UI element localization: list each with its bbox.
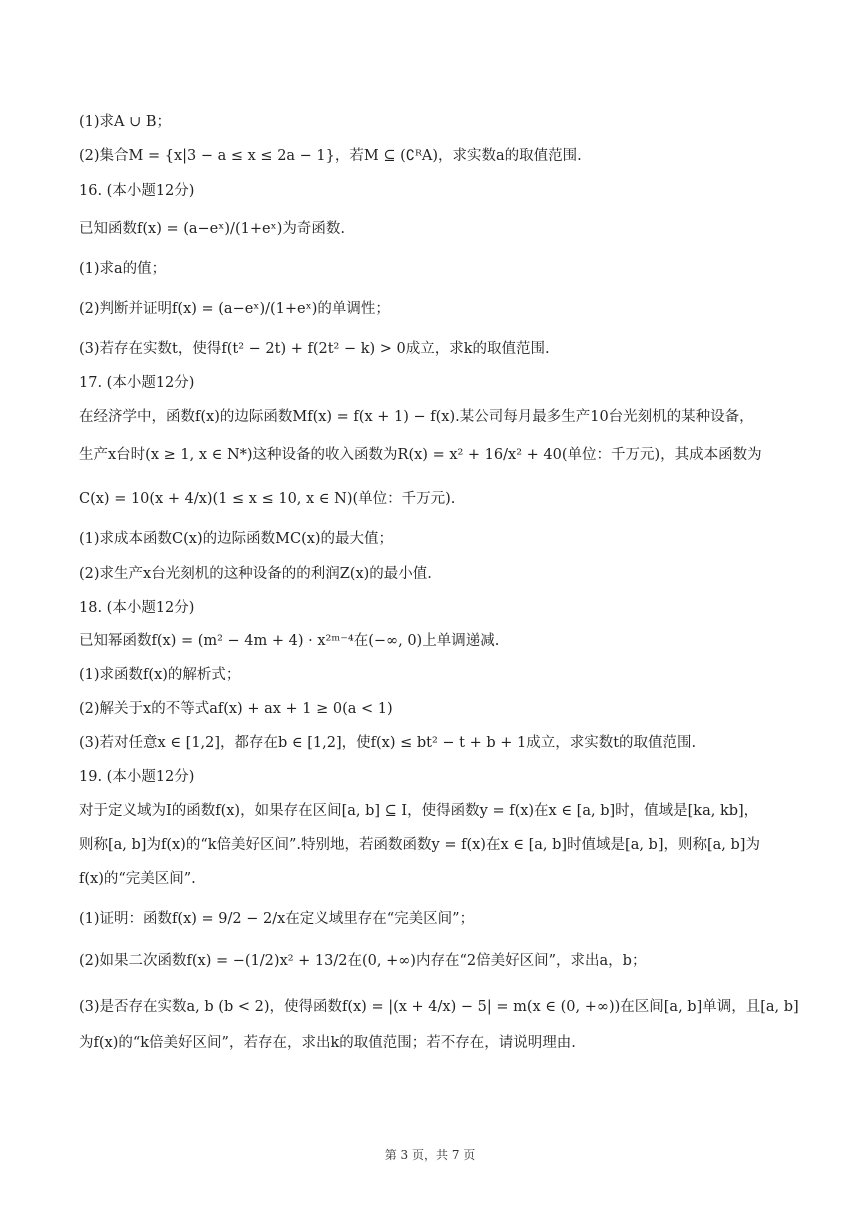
text-line: (2)集合M = {x|3 − a ≤ x ≤ 2a − 1}，若M ⊆ (∁ᴿA)，求实数a的取值范围. [79, 148, 582, 164]
text-line: (1)证明：函数f(x) = 9/2 − 2/x在定义域里存在“完美区间”； [79, 911, 475, 927]
text-line: f(x)的“完美区间”. [79, 871, 196, 887]
text-line: 对于定义域为I的函数f(x)，如果存在区间[a, b] ⊆ I，使得函数y = f(x)在x ∈ [a, b]时，值域是[ka, kb]， [79, 803, 759, 819]
text-line: 已知幂函数f(x) = (m² − 4m + 4) · x²ᵐ⁻⁴在(−∞, 0)上单调递减. [79, 633, 500, 649]
text-line: 生产x台时(x ≥ 1, x ∈ N*)这种设备的收入函数为R(x) = x² + 16/x² + 40(单位：千万元)，其成本函数为 [79, 447, 762, 463]
text-line: (3)若存在实数t，使得f(t² − 2t) + f(2t² − k) > 0成立，求k的取值范围. [79, 341, 550, 357]
text-line: (2)求生产x台光刻机的这种设备的的利润Z(x)的最小值. [79, 566, 432, 582]
text-line: (3)是否存在实数a, b (b < 2)，使得函数f(x) = |(x + 4/x) − 5| = m(x ∈ (0, +∞))在区间[a, b]单调，且[a, b] [79, 999, 799, 1015]
question-heading: 17. (本小题12分) [79, 375, 195, 391]
question-heading: 18. (本小题12分) [79, 600, 195, 616]
text-line: 在经济学中，函数f(x)的边际函数Mf(x) = f(x + 1) − f(x).某公司每月最多生产10台光刻机的某种设备， [79, 409, 754, 425]
text-line: 则称[a, b]为f(x)的“k倍美好区间”.特别地，若函数函数y = f(x)在x ∈ [a, b]时值域是[a, b]，则称[a, b]为 [79, 837, 760, 853]
text-line: (2)判断并证明f(x) = (a−eˣ)/(1+eˣ)的单调性； [79, 301, 390, 317]
text-line: (2)解关于x的不等式af(x) + ax + 1 ≥ 0(a < 1) [79, 701, 393, 717]
text-line: 已知函数f(x) = (a−eˣ)/(1+eˣ)为奇函数. [79, 221, 345, 237]
text-line: (1)求函数f(x)的解析式； [79, 667, 241, 683]
question-heading: 16. (本小题12分) [79, 183, 195, 199]
text-line: (3)若对任意x ∈ [1,2]，都存在b ∈ [1,2]，使f(x) ≤ bt² − t + b + 1成立，求实数t的取值范围. [79, 735, 697, 751]
question-heading: 19. (本小题12分) [79, 769, 195, 785]
text-line: (1)求A ∪ B； [79, 114, 172, 130]
text-line: 为f(x)的“k倍美好区间”，若存在，求出k的取值范围；若不存在，请说明理由. [79, 1035, 576, 1051]
text-line: (1)求a的值； [79, 261, 167, 277]
text-line: (2)如果二次函数f(x) = −(1/2)x² + 13/2在(0, +∞)内存在“2倍美好区间”，求出a，b； [79, 953, 647, 969]
text-line: (1)求成本函数C(x)的边际函数MC(x)的最大值； [79, 531, 394, 547]
page-footer: 第 3 页，共 7 页 [384, 1148, 476, 1162]
text-line: C(x) = 10(x + 4/x)(1 ≤ x ≤ 10, x ∈ N)(单位：千万元). [79, 491, 456, 507]
